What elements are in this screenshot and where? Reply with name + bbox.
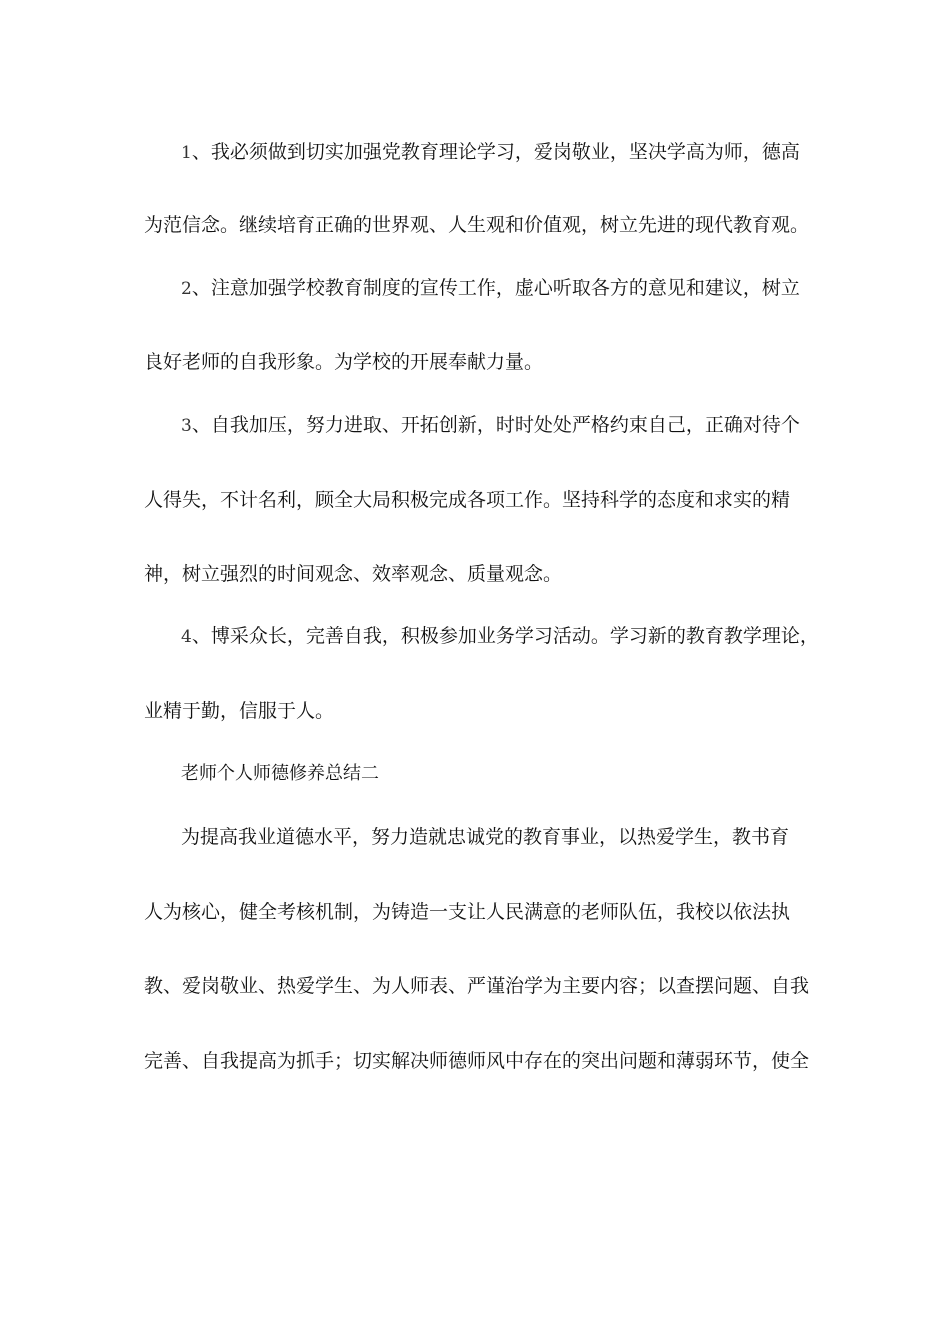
item-2-line-1: [0, 276, 950, 301]
item-2-number: 2: [181, 279, 192, 299]
paragraph-line-2: 人为核心，健全考核机制，为铸造一支让人民满意的老师队伍，我校以依法执: [144, 901, 791, 923]
item-4-number: 4: [181, 627, 192, 647]
item-1-line-1: [0, 140, 950, 165]
item-3-text: 、自我加压，努力进取、开拓创新，时时处处严格约束自己，正确对待个: [191, 414, 800, 436]
item-3-line-3: 神，树立强烈的时间观念、效率观念、质量观念。: [144, 563, 563, 585]
item-4-line-2: 业精于勤，信服于人。: [144, 700, 335, 722]
item-2-text: 、注意加强学校教育制度的宣传工作，虚心听取各方的意见和建议，树立: [191, 277, 800, 299]
item-4-text: 、博采众长，完善自我，积极参加业务学习活动。学习新的教育教学理论，: [191, 625, 819, 647]
item-2-line-2: 良好老师的自我形象。为学校的开展奉献力量。: [144, 351, 544, 373]
item-3-line-1: [0, 413, 950, 438]
paragraph-line-4: 完善、自我提高为抓手；切实解决师德师风中存在的突出问题和薄弱环节，使全: [144, 1050, 810, 1072]
paragraph-line-1: 为提高我业道德水平，努力造就忠诚党的教育事业，以热爱学生，教书育: [181, 826, 790, 848]
item-1-line-2: 为范信念。继续培育正确的世界观、人生观和价值观，树立先进的现代教育观。: [144, 214, 810, 236]
item-1-text: 、我必须做到切实加强党教育理论学习，爱岗敬业，坚决学高为师，德高: [191, 141, 800, 163]
section-heading: 老师个人师德修养总结二: [181, 763, 379, 784]
item-3-line-2: 人得失，不计名利，顾全大局积极完成各项工作。坚持科学的态度和求实的精: [144, 489, 791, 511]
item-1-number: 1: [181, 143, 192, 163]
item-4-line-1: [0, 624, 950, 649]
item-3-number: 3: [181, 416, 192, 436]
paragraph-line-3: 教、爱岗敬业、热爱学生、为人师表、严谨治学为主要内容；以查摆问题、自我: [144, 975, 810, 997]
